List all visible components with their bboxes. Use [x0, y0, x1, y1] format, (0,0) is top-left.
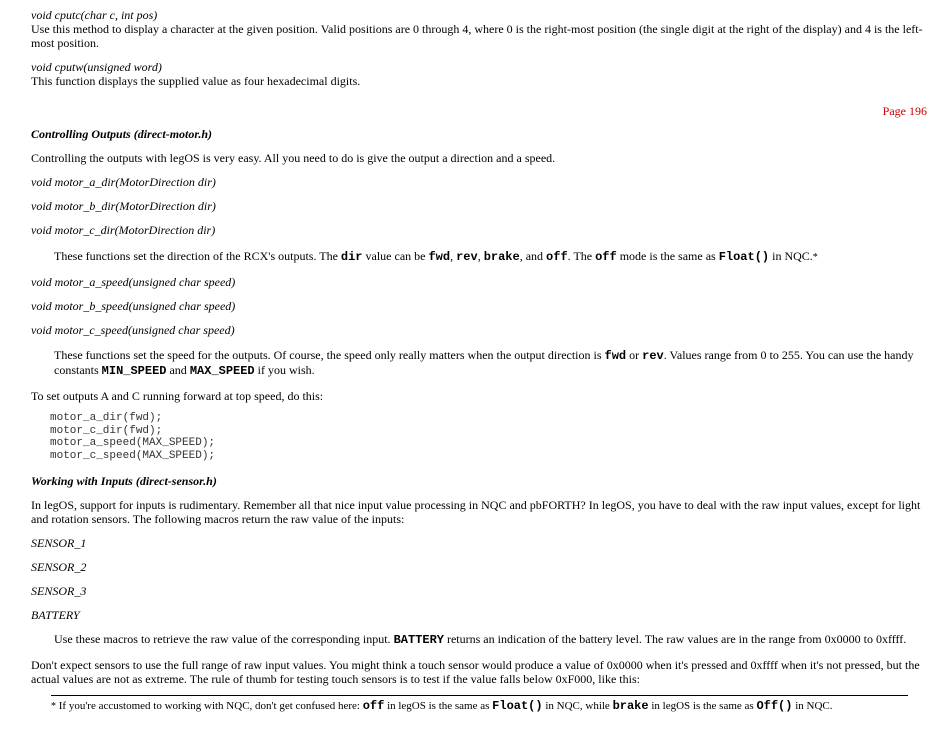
- footnote-marker: *: [51, 701, 56, 712]
- speed-description: [31, 348, 931, 378]
- footnote: [51, 699, 833, 714]
- code-keyword: Float(): [718, 250, 770, 264]
- dir-function-b: [31, 199, 931, 213]
- footnote-divider: [51, 695, 908, 696]
- code-keyword: fwd: [604, 349, 627, 363]
- macro-sensor-1: [31, 536, 931, 550]
- macro-name: SENSOR_2: [31, 560, 87, 574]
- text: in legOS is the same as: [384, 700, 493, 712]
- code-keyword: rev: [456, 250, 478, 264]
- macro-name: BATTERY: [31, 608, 80, 622]
- text: If you're accustomed to working with NQC, don't get confused here:: [56, 700, 363, 712]
- outputs-intro: [31, 151, 931, 165]
- section-heading: Controlling Outputs (direct-motor.h): [31, 127, 213, 141]
- code-keyword: dir: [340, 250, 363, 264]
- text: returns an indication of the battery level. The raw values are in the range from 0x0000 to 0xffff.: [443, 632, 907, 646]
- code-keyword: Float(): [492, 699, 543, 713]
- paragraph: In legOS, support for inputs is rudimentary. Remember all that nice input value processing in NQC and pbFORTH? In legOS, you have to deal with the raw input values, except for light and rotation sensors. The following macros return the raw value of the inputs:: [31, 498, 921, 526]
- inputs-intro: [31, 498, 931, 526]
- text: . The: [567, 249, 596, 263]
- text: ,: [450, 249, 457, 263]
- code-keyword: brake: [612, 699, 649, 713]
- paragraph: [54, 632, 950, 647]
- macro-name: SENSOR_1: [31, 536, 87, 550]
- text: in NQC, while: [542, 700, 613, 712]
- paragraph: Controlling the outputs with legOS is very easy. All you need to do is give the output a direction and a speed.: [31, 151, 556, 165]
- section-heading: Working with Inputs (direct-sensor.h): [31, 474, 217, 488]
- text: in legOS is the same as: [648, 700, 757, 712]
- dir-description: [31, 249, 950, 265]
- text: in NQC.: [769, 249, 813, 263]
- footnote-marker[interactable]: *: [812, 252, 818, 263]
- function-signature: void motor_b_dir(MotorDirection dir): [31, 199, 216, 213]
- heading-inputs: [31, 474, 931, 488]
- paragraph: [54, 249, 950, 265]
- cputc-signature: void cputc(char c, int pos): [31, 8, 158, 22]
- text: . Values range from 0 to 255. You can use the handy constants: [54, 348, 914, 377]
- code-keyword: Off(): [756, 699, 793, 713]
- cputc-description: Use this method to display a character at the given position. Valid positions are 0 through 4, where 0 is the right-most position (the single digit at the right of the display) and 4 is the left-most position.: [31, 22, 923, 50]
- example-intro: [31, 389, 931, 403]
- macro-description: [31, 632, 950, 647]
- cputw-section: [31, 60, 931, 88]
- speed-function-c: [31, 323, 931, 337]
- text: These functions set the speed for the outputs. Of course, the speed only really matters when the output direction is: [54, 348, 605, 362]
- code-keyword: rev: [642, 349, 664, 363]
- text: mode is the same as: [616, 249, 719, 263]
- code-line: motor_a_dir(fwd);: [50, 412, 163, 424]
- macro-name: SENSOR_3: [31, 584, 87, 598]
- dir-function-c: [31, 223, 931, 237]
- speed-function-a: [31, 275, 931, 289]
- code-keyword: MIN_SPEED: [101, 364, 167, 378]
- text: and: [166, 363, 190, 377]
- code-line: motor_c_dir(fwd);: [50, 424, 163, 437]
- code-keyword: MAX_SPEED: [189, 364, 255, 378]
- sensor-paragraph: [31, 658, 931, 686]
- text: value can be: [362, 249, 429, 263]
- page-number: Page 196: [882, 104, 927, 118]
- code-keyword: off: [595, 250, 617, 264]
- code-line: motor_c_speed(MAX_SPEED);: [50, 449, 216, 462]
- code-line: motor_a_speed(MAX_SPEED);: [50, 437, 216, 449]
- cputw-description: This function displays the supplied value as four hexadecimal digits.: [31, 74, 361, 88]
- code-keyword: fwd: [428, 250, 451, 264]
- function-signature: void motor_c_speed(unsigned char speed): [31, 323, 235, 337]
- code-keyword: off: [362, 699, 385, 713]
- cputw-signature: void cputw(unsigned word): [31, 60, 162, 74]
- text: or: [626, 348, 643, 362]
- speed-function-b: [31, 299, 931, 313]
- heading-outputs: [31, 127, 931, 141]
- text: ,: [477, 249, 484, 263]
- code-keyword: brake: [483, 250, 520, 264]
- code-keyword: off: [546, 250, 568, 264]
- paragraph: Don't expect sensors to use the full range of raw input values. You might think a touch sensor would produce a value of 0x0000 when it's pressed and 0xffff when it's not pressed, but the actual values are not as extreme. The rule of thumb for testing touch sensors is to test if the value falls below 0xF000, like this:: [31, 658, 920, 686]
- paragraph: [54, 348, 931, 378]
- paragraph: To set outputs A and C running forward at top speed, do this:: [31, 389, 324, 403]
- dir-function-a: [31, 175, 931, 189]
- cputc-section: [31, 8, 931, 50]
- function-signature: void motor_c_dir(MotorDirection dir): [31, 223, 216, 237]
- text: These functions set the direction of the RCX's outputs. The: [54, 249, 341, 263]
- text: in NQC.: [792, 700, 833, 712]
- function-signature: void motor_a_dir(MotorDirection dir): [31, 175, 216, 189]
- function-signature: void motor_a_speed(unsigned char speed): [31, 275, 236, 289]
- macro-sensor-3: [31, 584, 931, 598]
- text: , and: [519, 249, 547, 263]
- function-signature: void motor_b_speed(unsigned char speed): [31, 299, 236, 313]
- text: Use these macros to retrieve the raw value of the corresponding input.: [54, 632, 394, 646]
- code-keyword: BATTERY: [393, 633, 444, 647]
- macro-battery: [31, 608, 931, 622]
- text: if you wish.: [254, 363, 315, 377]
- macro-sensor-2: [31, 560, 931, 574]
- code-block: [31, 412, 931, 462]
